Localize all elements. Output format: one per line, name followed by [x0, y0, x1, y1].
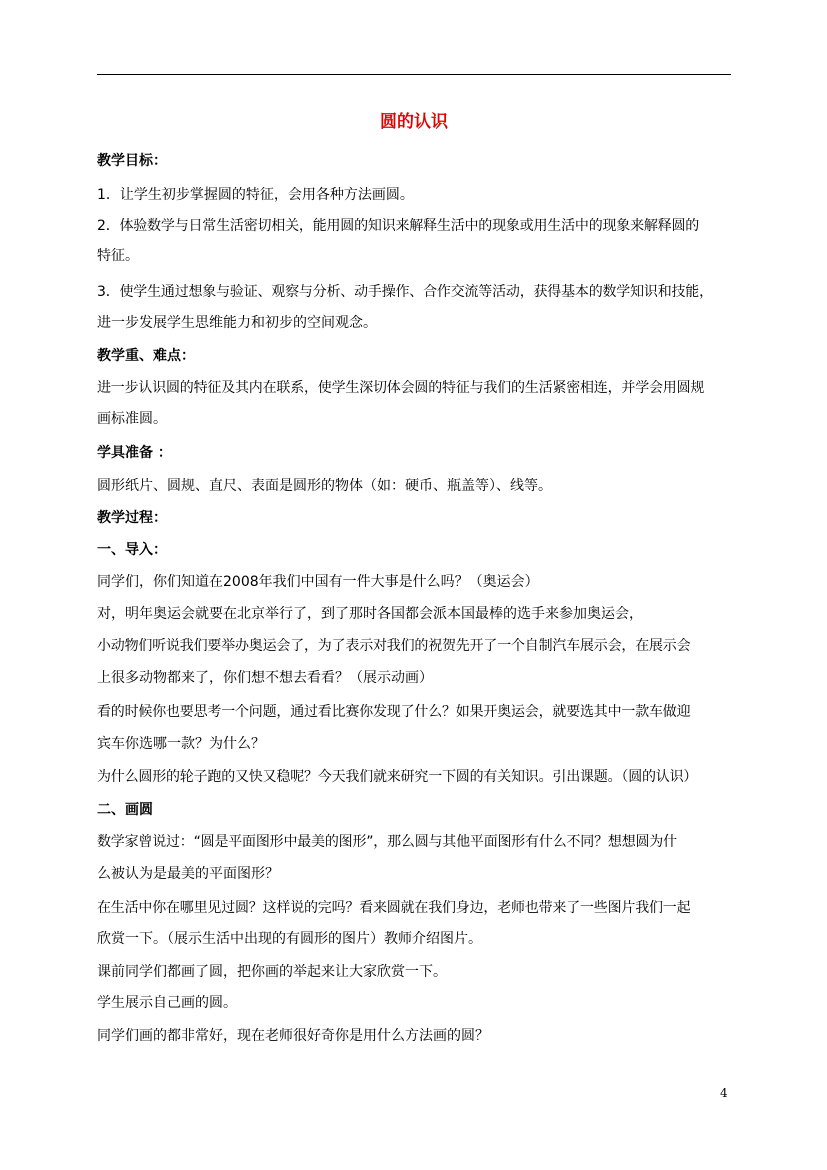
paragraph-line: 看的时候你也要思考一个问题，通过看比赛你发现了什么？如果开奥运会，就要选其中一款车做迎 — [97, 704, 691, 720]
paragraph-line: 进一步发展学生思维能力和初步的空间观念。 — [97, 315, 377, 331]
paragraph-line: 宾车你选哪一款？为什么？ — [97, 736, 265, 752]
paragraph-line: 对，明年奥运会就要在北京举行了，到了那时各国都会派本国最棒的选手来参加奥运会， — [97, 606, 643, 622]
paragraph-line: 数学家曾说过：“圆是平面图形中最美的图形”，那么圆与其他平面图形有什么不同？想想圆为什 — [97, 834, 677, 850]
section-heading-draw-circle: 二、画圆 — [97, 802, 153, 818]
heading-teaching-goals: 教学目标： — [97, 153, 167, 169]
heading-key-points: 教学重、难点： — [97, 348, 195, 364]
section-heading-intro: 一、导入： — [97, 542, 167, 558]
heading-materials: 学具准备 ： — [97, 445, 172, 461]
document-title: 圆的认识 — [380, 112, 448, 132]
paragraph-line: 上很多动物都来了，你们想不想去看看？（展示动画） — [97, 670, 433, 686]
paragraph-line: 1．让学生初步掌握圆的特征，会用各种方法画圆。 — [97, 187, 414, 203]
paragraph-line: 进一步认识圆的特征及其内在联系，使学生深切体会圆的特征与我们的生活紧密相连，并学会用圆规 — [97, 380, 705, 396]
paragraph-line: 学生展示自己画的圆。 — [97, 995, 237, 1011]
page-number: 4 — [720, 1086, 728, 1100]
paragraph-line: 小动物们听说我们要举办奥运会了，为了表示对我们的祝贺先开了一个自制汽车展示会，在展示会 — [97, 638, 691, 654]
paragraph-line: 3．使学生通过想象与验证、观察与分析、动手操作、合作交流等活动，获得基本的数学知识和技能， — [97, 284, 713, 300]
paragraph-line: 课前同学们都画了圆，把你画的举起来让大家欣赏一下。 — [97, 964, 447, 980]
paragraph-line: 欣赏一下。（展示生活中出现的有圆形的图片）教师介绍图片。 — [97, 931, 482, 947]
paragraph-line: 特征。 — [97, 248, 139, 264]
paragraph-line: 画标准圆。 — [97, 411, 167, 427]
heading-process: 教学过程： — [97, 510, 167, 526]
paragraph-line: 2．体验数学与日常生活密切相关，能用圆的知识来解释生活中的现象或用生活中的现象来解释圆的 — [97, 218, 700, 234]
header-rule — [97, 74, 731, 75]
paragraph-line: 圆形纸片、圆规、直尺、表面是圆形的物体（如：硬币、瓶盖等）、线等。 — [97, 478, 552, 494]
paragraph-line: 同学们，你们知道在2008年我们中国有一件大事是什么吗？（奥运会） — [97, 574, 539, 590]
paragraph-line: 同学们画的都非常好，现在老师很好奇你是用什么方法画的圆？ — [97, 1028, 489, 1044]
paragraph-line: 么被认为是最美的平面图形？ — [97, 866, 279, 882]
paragraph-line: 在生活中你在哪里见过圆？这样说的完吗？看来圆就在我们身边，老师也带来了一些图片我们一起 — [97, 900, 691, 916]
paragraph-line: 为什么圆形的轮子跑的又快又稳呢？今天我们就来研究一下圆的有关知识。引出课题。（圆的认识） — [97, 769, 698, 785]
